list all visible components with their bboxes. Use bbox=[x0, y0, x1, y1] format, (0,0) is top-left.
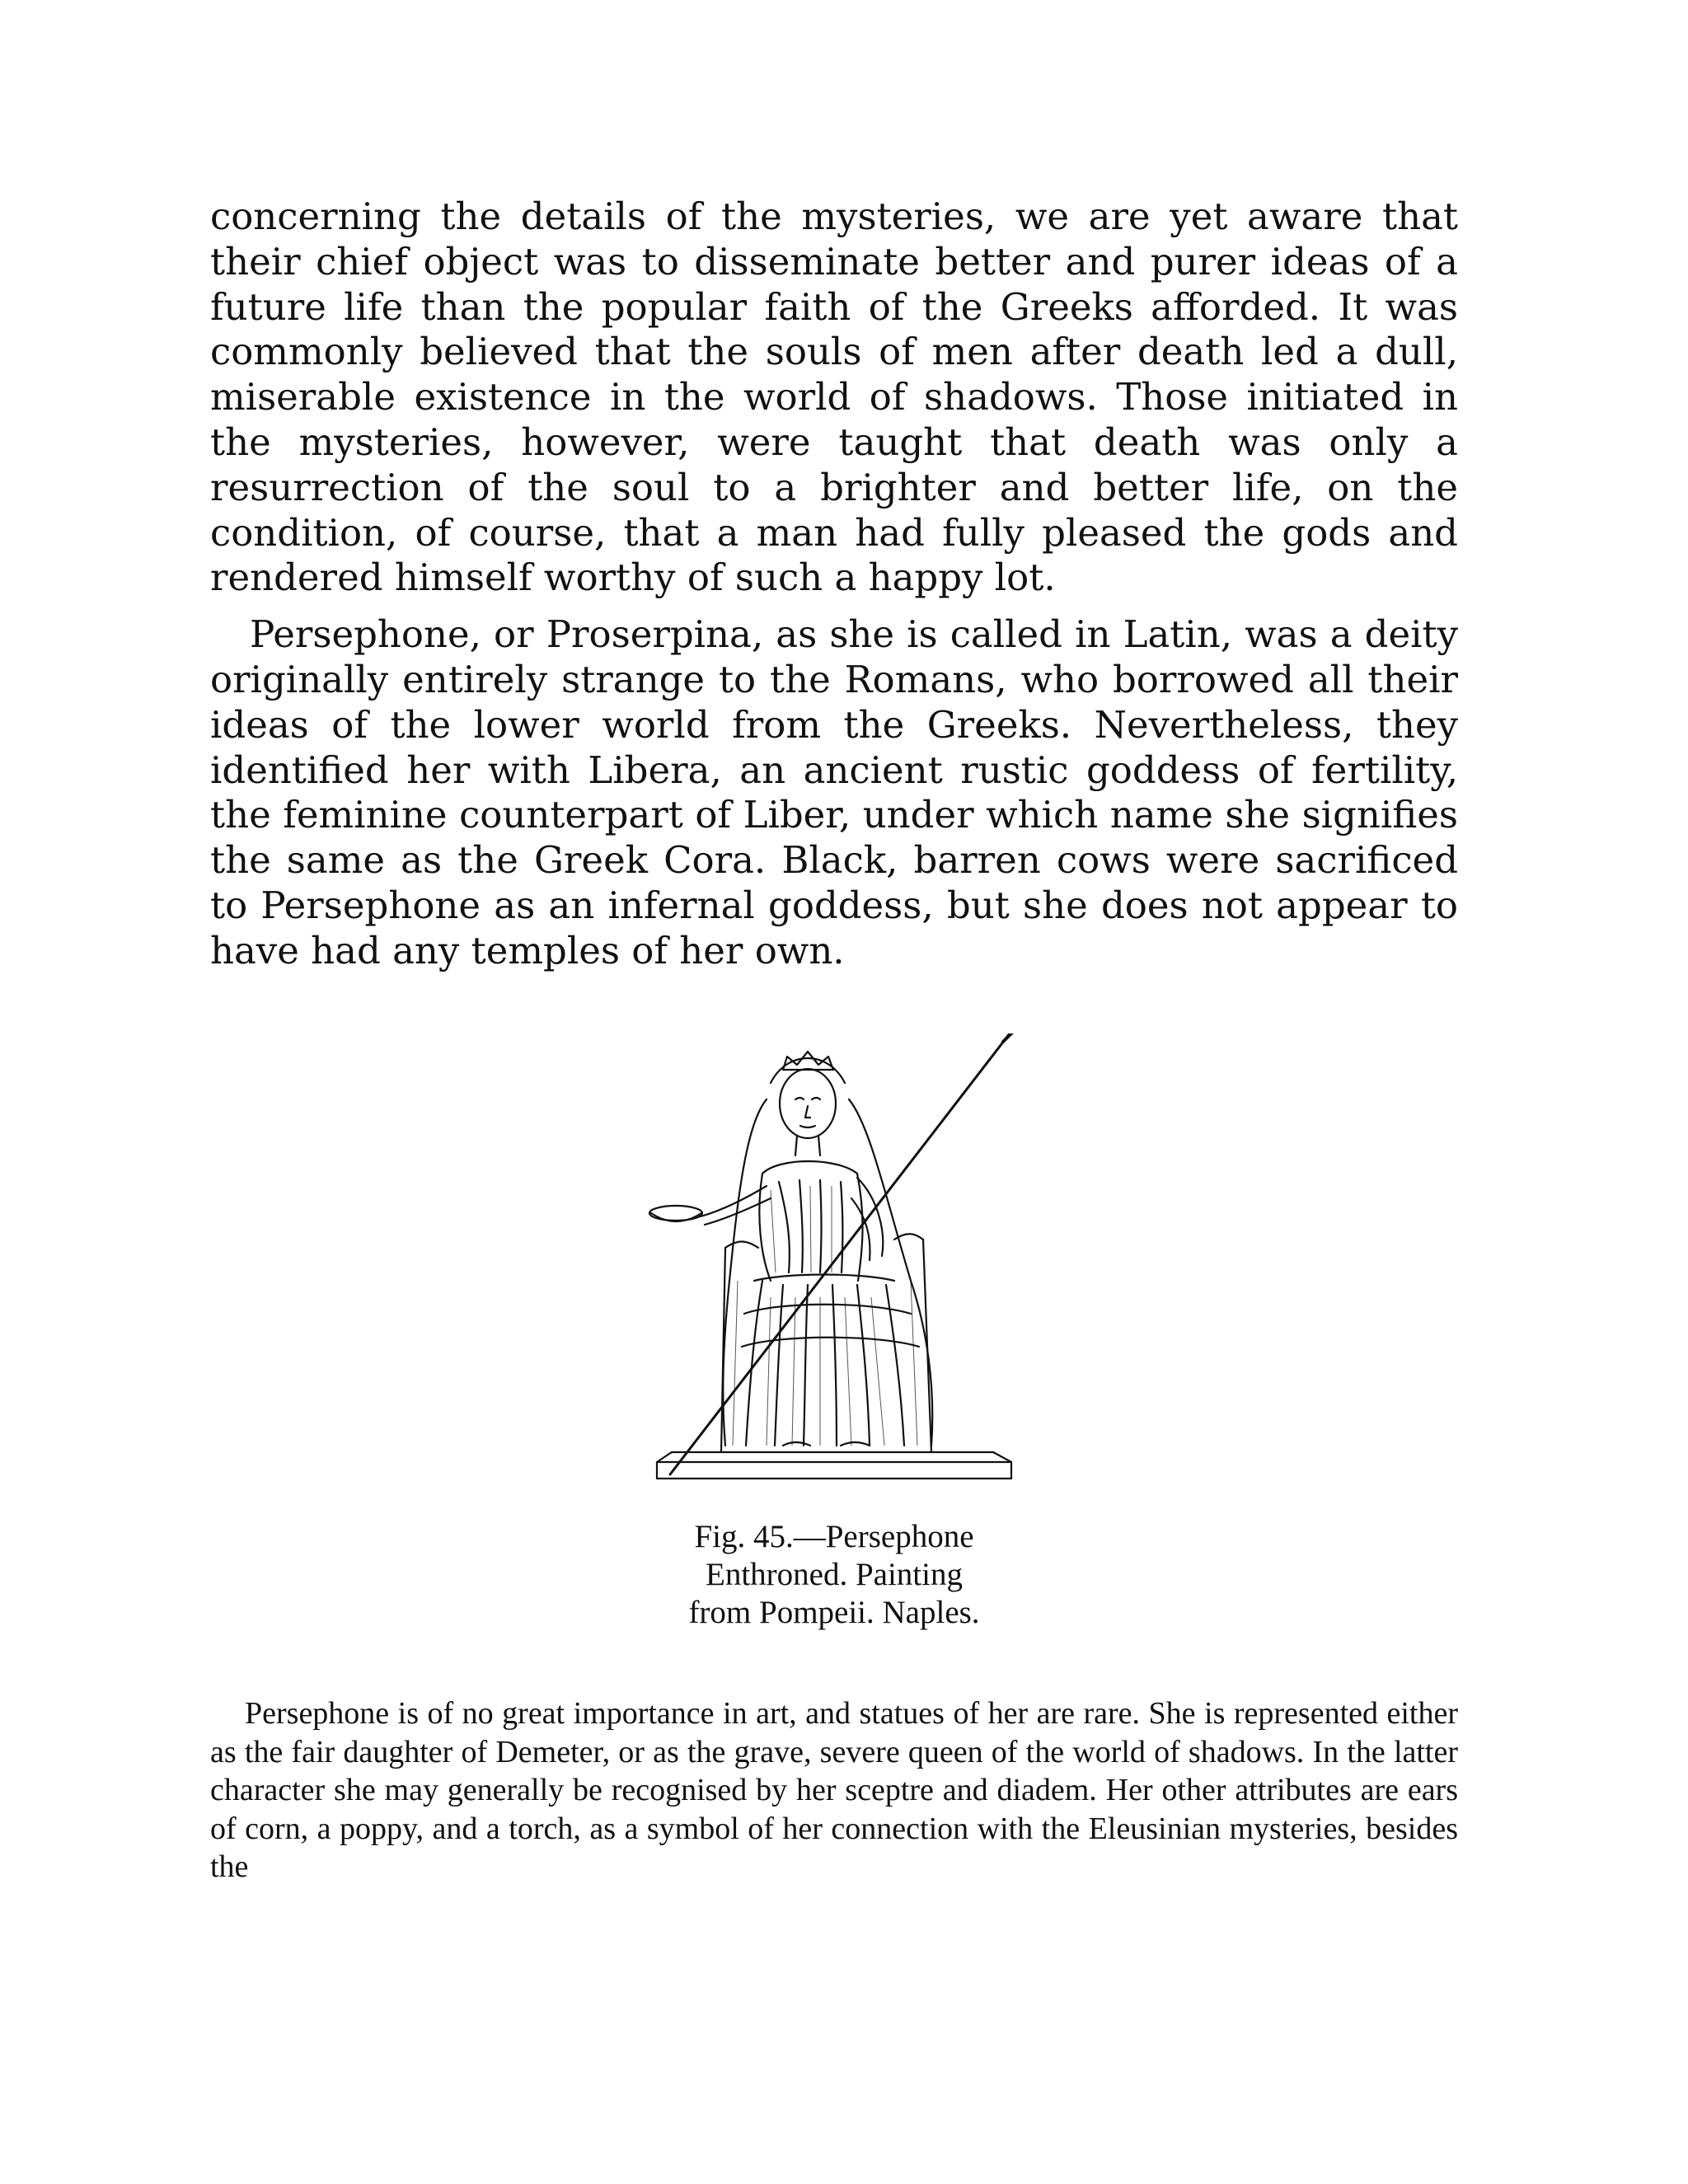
caption-line-1: Fig. 45.—Persephone bbox=[694, 1519, 974, 1554]
persephone-enthroned-illustration bbox=[647, 1033, 1076, 1495]
paragraph-persephone-art: Persephone is of no great importance in art, and statues of her are rare. She is represented either as the fair daughter of Demeter, or as the grave, severe queen of the world of shadows. In the latter character she may generally be recognised by her sceptre and diadem. Her other attributes are ears of corn, a poppy, and a torch, as a symbol of her connection with the Eleusinian mysteries, besides the bbox=[210, 1696, 1458, 1884]
document-page bbox=[210, 194, 1458, 1884]
plinth-shape bbox=[657, 1462, 1011, 1479]
staff-shape bbox=[670, 1033, 1010, 1474]
figure-caption bbox=[618, 1518, 1050, 1632]
dish-shape bbox=[649, 1206, 702, 1221]
caption-line-3: from Pompeii. Naples. bbox=[688, 1595, 980, 1630]
caption-line-2: Enthroned. Painting bbox=[706, 1557, 963, 1592]
paragraph-persephone-roman: Persephone, or Proserpina, as she is called in Latin, was a deity originally entirely strange to the Romans, who borrowed all their ideas of the lower world from the Greeks. Nevertheless, they identified her with Libera, an ancient rustic goddess of fertility, the feminine counterpart of Liber, under which name she signifies the same as the Greek Cora. Black, barren cows were sacrificed to Persephone as an infernal goddess, but she does not appear to have had any temples of her own. bbox=[210, 612, 1458, 972]
paragraph-mysteries: concerning the details of the mysteries, we are yet aware that their chief object was to disseminate better and purer ideas of a future life than the popular faith of the Greeks afforded. It was commonly believed that the souls of men after death led a dull, miserable existence in the world of shadows. Those initiated in the mysteries, however, were taught that death was only a resurrection of the soul to a brighter and better life, on the condition, of course, that a man had fully pleased the gods and rendered himself worthy of such a happy lot. bbox=[210, 194, 1458, 600]
